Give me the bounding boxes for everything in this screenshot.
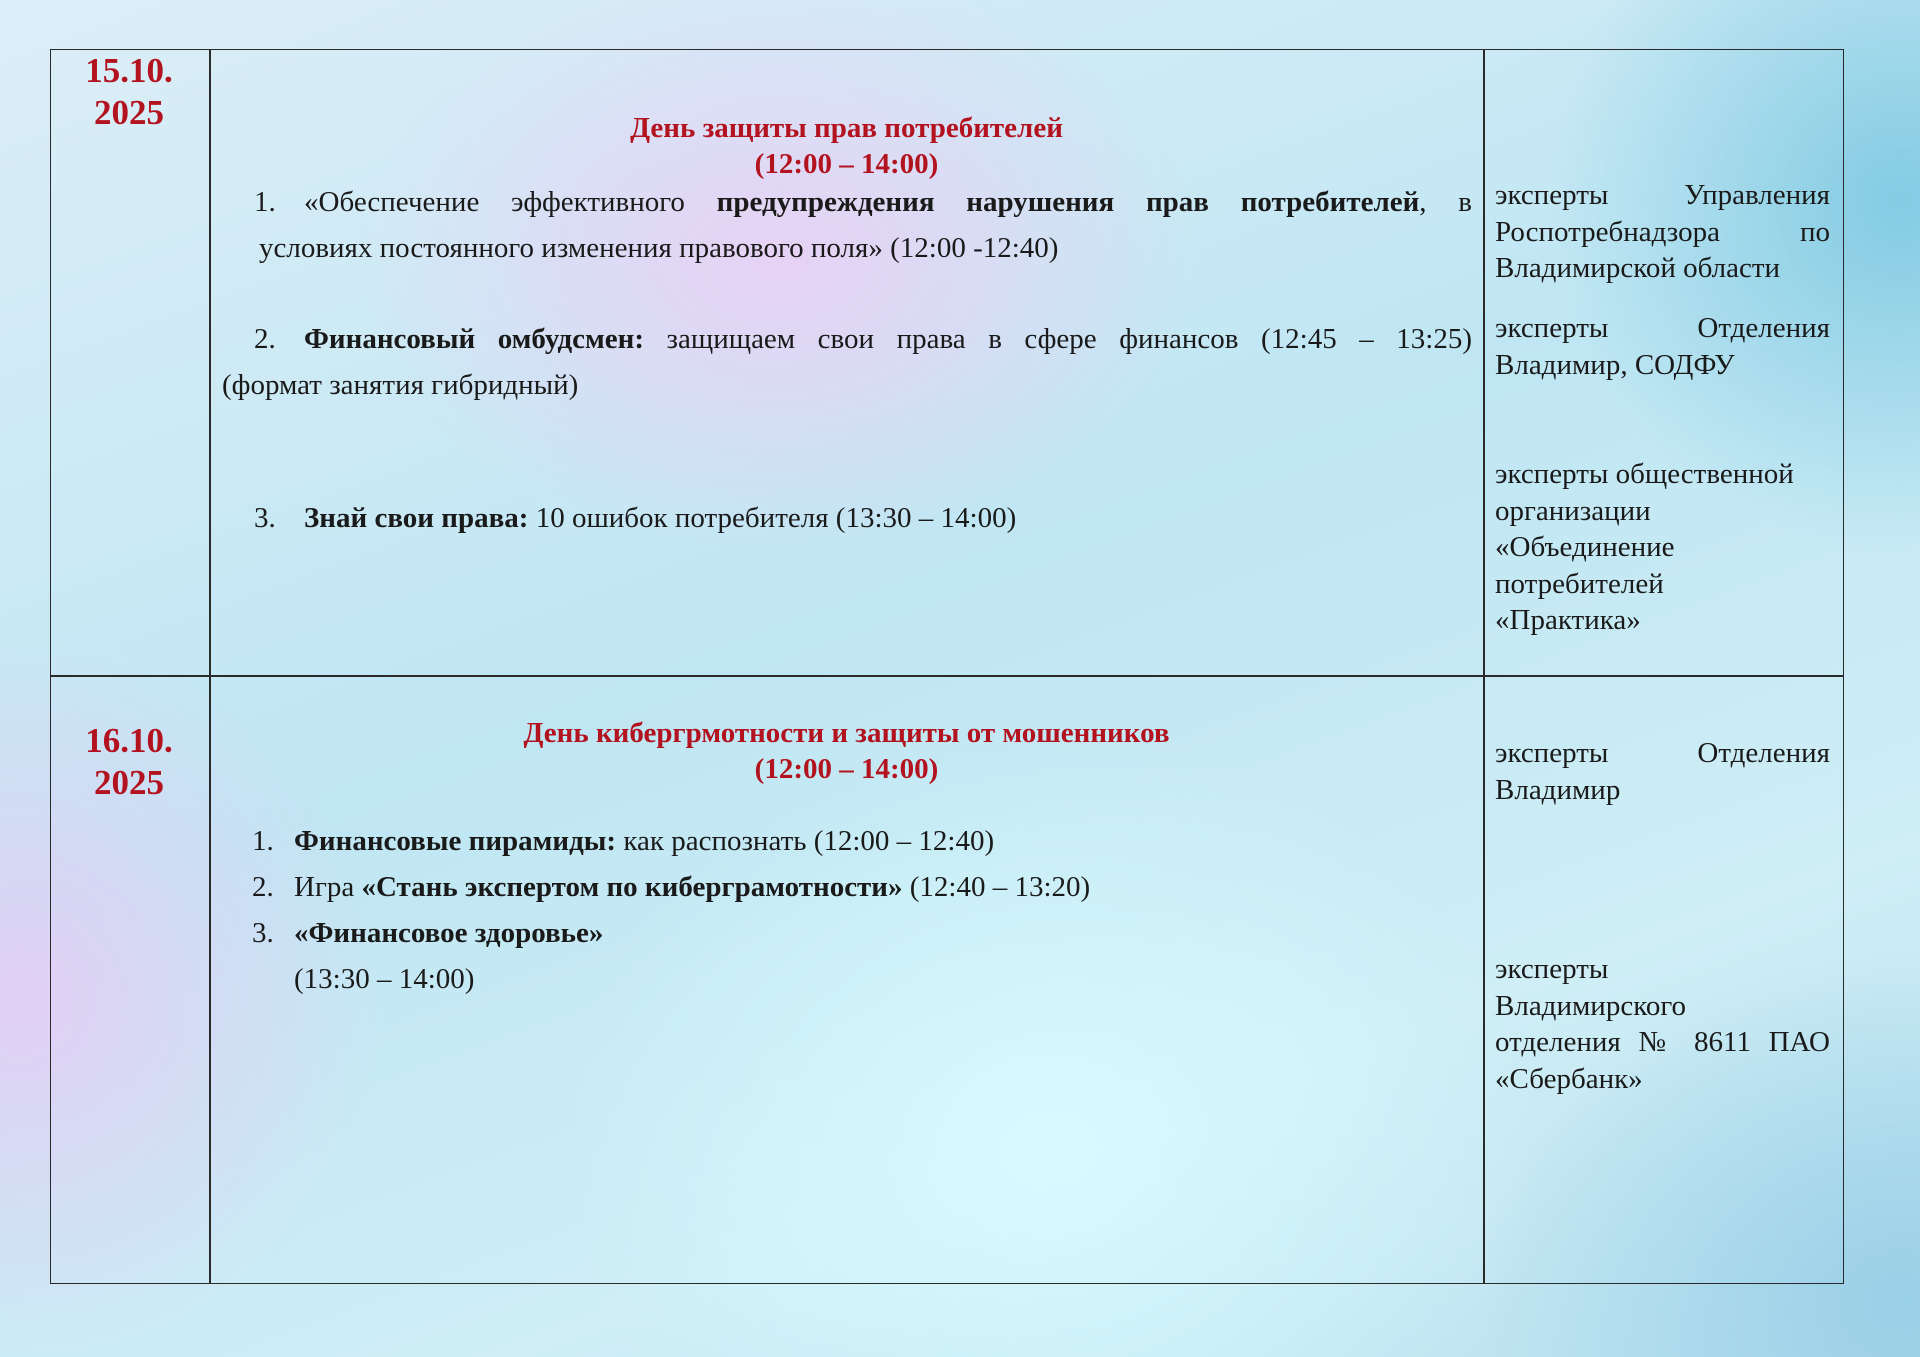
date-day: 16.10. xyxy=(85,721,173,760)
experts-group: эксперты Владимирского отделения № 8611 ПАО «Сбербанк» xyxy=(1495,953,1830,1095)
date-day: 15.10. xyxy=(85,51,173,90)
item-line2: (13:30 – 14:00) xyxy=(294,963,475,995)
item-number: 3. xyxy=(254,502,276,534)
day-title xyxy=(210,110,1483,182)
program-item-1: 1. Финансовые пирамиды: как распознать (12:00 – 12:40) xyxy=(252,818,1452,864)
item-number: 2. xyxy=(254,323,276,355)
program-item-3: 3. Знай свои права: 10 ошибок потребителя (13:30 – 14:00) xyxy=(222,495,1472,541)
item-bold-text: «Стань экспертом по киберграмотности» xyxy=(361,871,903,903)
program-item-2: 2. Финансовый омбудсмен: защищаем свои права в сфере финансов (12:45 – 13:25) (формат занятия гибридный) xyxy=(222,316,1472,408)
day-time: (12:00 – 14:00) xyxy=(754,753,939,785)
item-number: 3. xyxy=(252,917,274,949)
item-number: 1. xyxy=(252,825,274,857)
day-time: (12:00 – 14:00) xyxy=(754,148,939,180)
row-date xyxy=(50,720,208,804)
table-cell-date-1 xyxy=(50,49,211,677)
item-line2: (формат занятия гибридный) xyxy=(222,369,579,401)
program-item-3 xyxy=(252,910,1452,1002)
experts-group: эксперты Отделения Владимир xyxy=(1495,737,1830,806)
program-item-2: 2. Игра «Стань экспертом по киберграмотности» (12:40 – 13:20) xyxy=(252,864,1452,910)
day-title xyxy=(210,715,1483,787)
item-bold-text: Финансовые пирамиды: xyxy=(294,825,617,857)
item-number: 2. xyxy=(252,871,274,903)
experts-group: эксперты общественной организации «Объединение потребителей «Практика» xyxy=(1495,458,1794,636)
date-year: 2025 xyxy=(94,93,164,132)
day-title-text: День кибергрмотности и защиты от мошенников xyxy=(523,717,1170,749)
item-line2: условиях постоянного изменения правового поля» (12:00 -12:40) xyxy=(259,232,1059,264)
experts-group: эксперты Управления Роспотребнадзора по Владимирской области xyxy=(1495,179,1830,284)
experts-group: эксперты Отделения Владимир, СОДФУ xyxy=(1495,312,1830,381)
item-bold-text: предупреждения нарушения прав потребителей xyxy=(716,186,1420,218)
day-title-text: День защиты прав потребителей xyxy=(630,112,1063,144)
item-bold-text: Финансовый омбудсмен: xyxy=(304,323,645,355)
item-bold-text: «Финансовое здоровье» xyxy=(294,917,604,949)
item-number: 1. xyxy=(254,186,276,218)
program-item-1: 1. «Обеспечение эффективного предупреждения нарушения прав потребителей, в условиях постоянного изменения правового поля» (12:00 -12:40) xyxy=(222,179,1472,271)
date-year: 2025 xyxy=(94,763,164,802)
item-bold-text: Знай свои права: xyxy=(304,502,529,534)
row-date xyxy=(50,50,208,134)
